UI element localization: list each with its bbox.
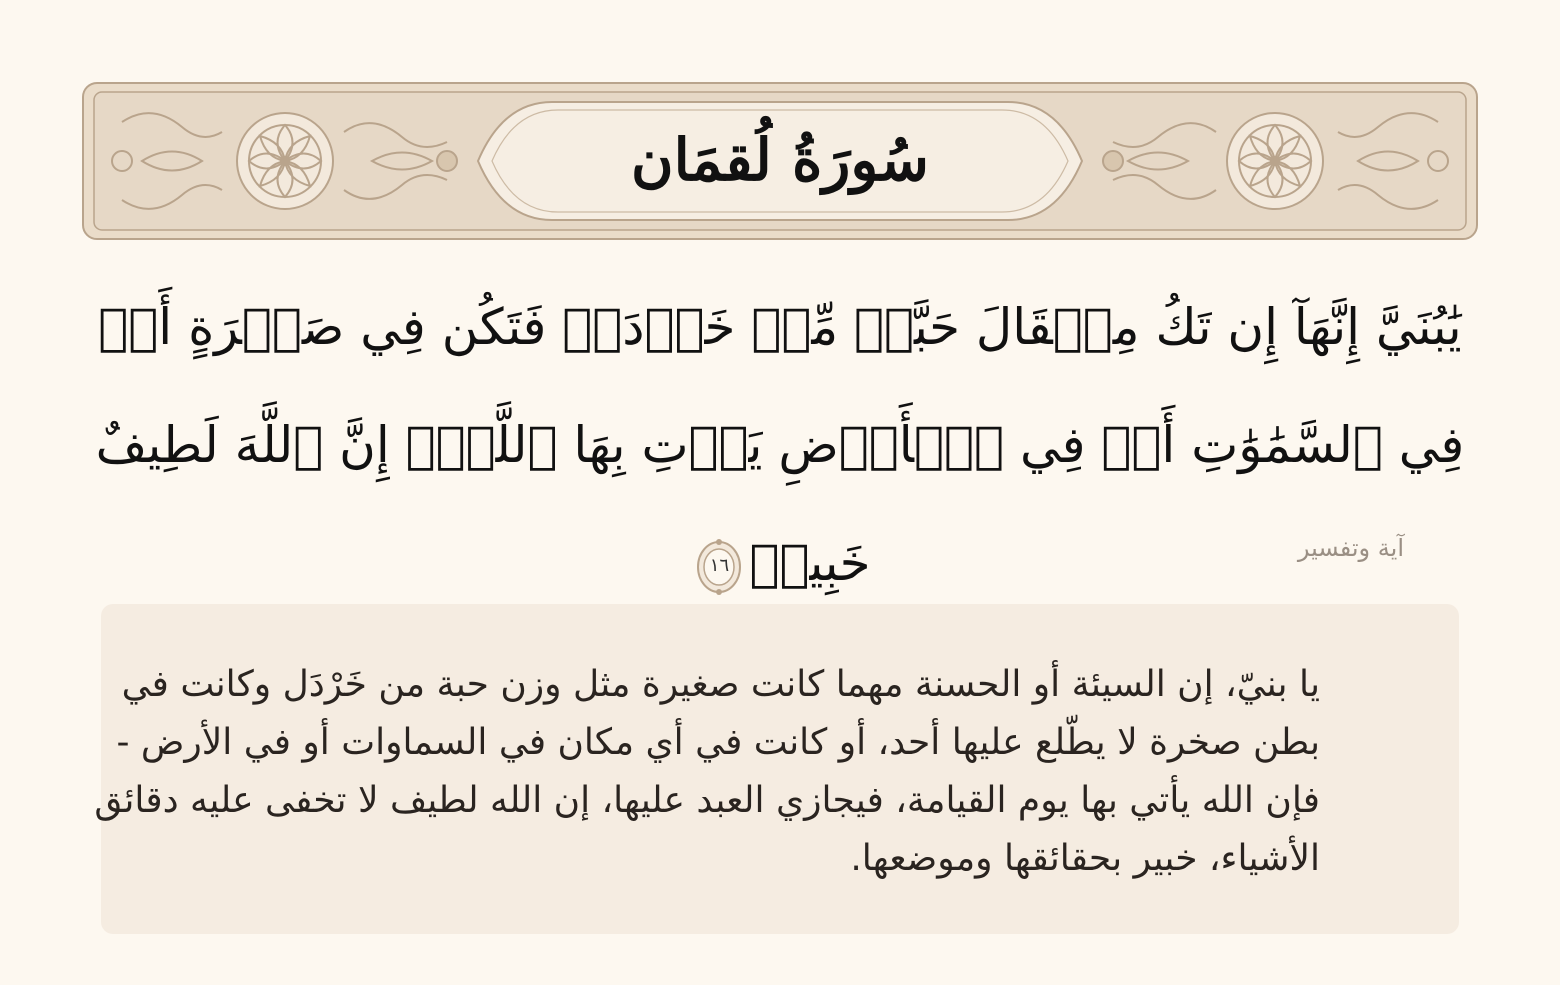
tafsir-label: آية وتفسير xyxy=(1297,534,1404,562)
surah-title: سُورَةُ لُقمَان xyxy=(631,126,929,194)
tafsir-panel xyxy=(94,604,1459,934)
surah-header-banner xyxy=(82,82,1478,240)
ayah-number-marker xyxy=(695,538,743,596)
tafsir-text: يا بنيّ، إن السيئة أو الحسنة مهما كانت صغيرة مثل وزن حبة من خَرْدَل وكانت في بطن صخرة لا يطّلع عليها أحد، أو كانت في أي مكان في السماوات أو في الأرض - فإن الله يأتي بها يوم القيامة، فيجازي العبد عليها، إن الله لطيف لا تخفى عليه دقائق الأشياء، خبير بحقائقها وموضعها. xyxy=(94,664,1320,879)
quran-verse xyxy=(90,268,1470,622)
ayah-number: ١٦ xyxy=(709,555,730,576)
verse-text: يَٰبُنَيَّ إِنَّهَآ إِن تَكُ مِثۡقَالَ حَبَّةٖ مِّنۡ خَرۡدَلٖ فَتَكُن فِي صَخۡرَةٍ أَوۡ فِي ٱلسَّمَٰوَٰتِ أَوۡ فِي ٱلۡأَرۡضِ يَأۡتِ بِهَا ٱللَّهُۚ إِنَّ ٱللَّهَ لَطِيفٌ خَبِيرٞ xyxy=(95,298,1465,592)
